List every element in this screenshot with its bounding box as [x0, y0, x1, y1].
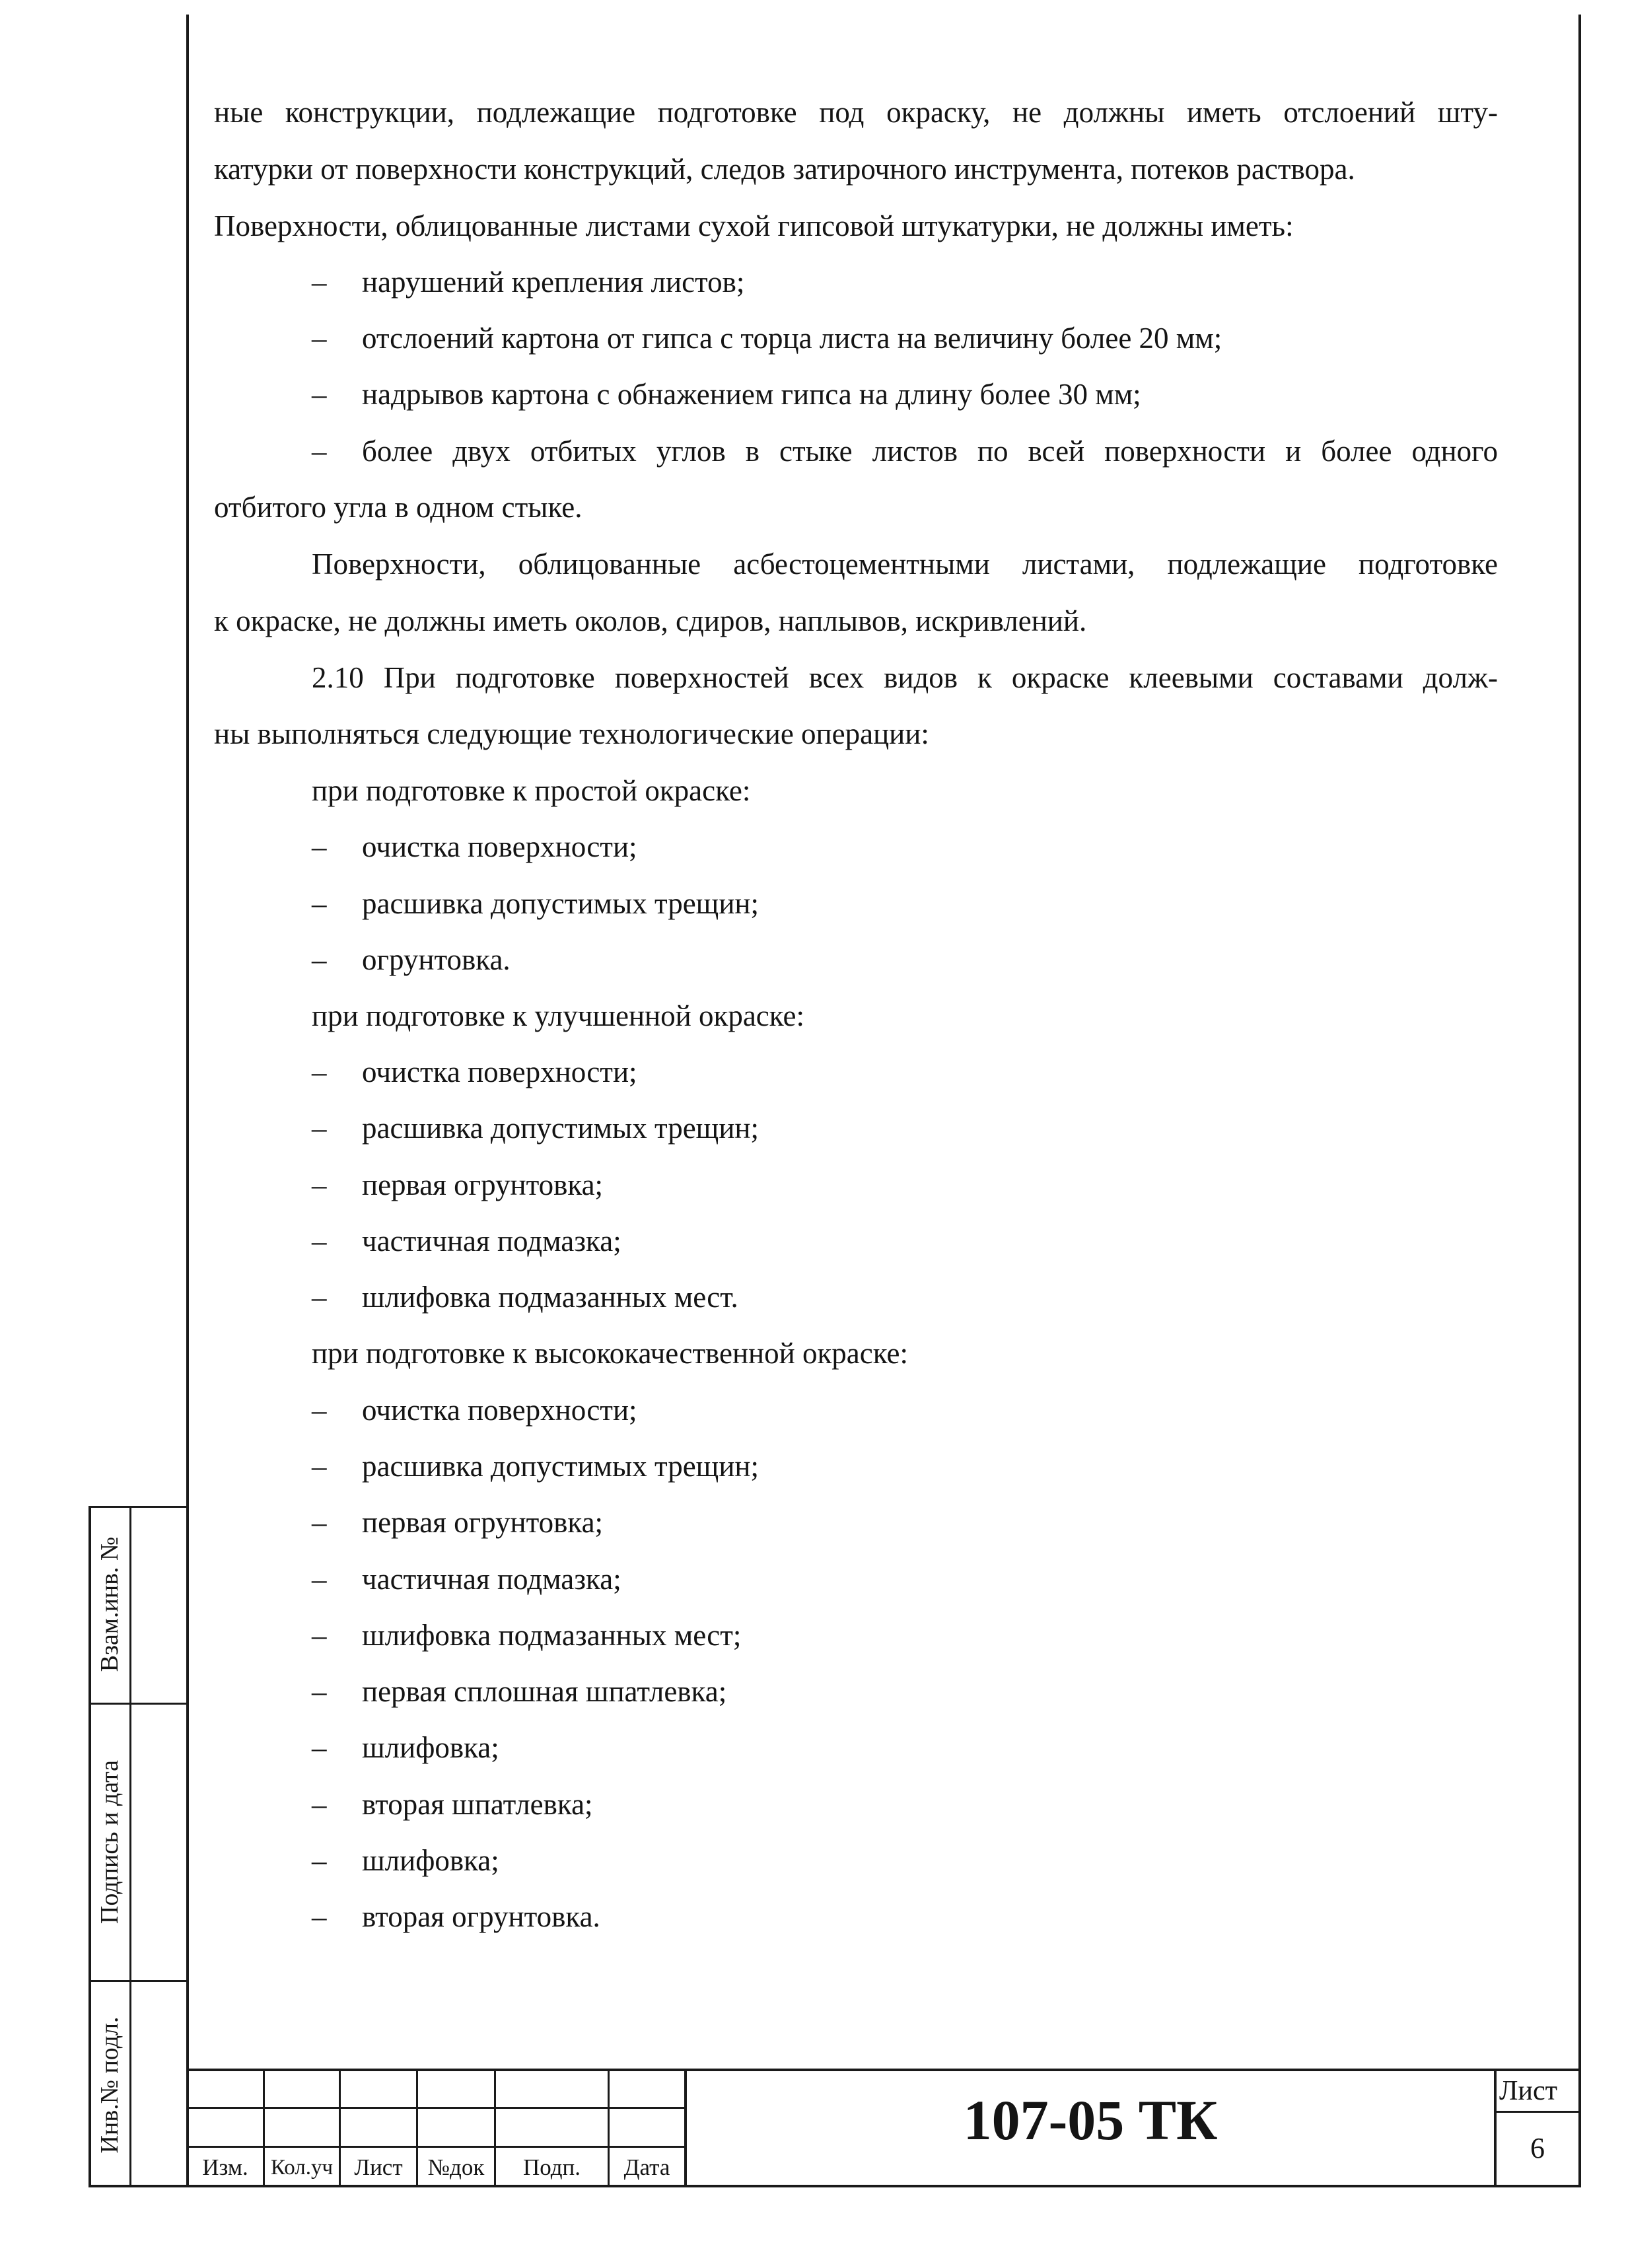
column-label-date: Дата: [623, 2154, 670, 2180]
section-heading: при подготовке к улучшенной окраске:: [312, 999, 804, 1032]
column-label-sheet: Лист: [354, 2154, 403, 2180]
dash-bullet: –: [312, 266, 327, 299]
section-heading: при подготовке к простой окраске:: [312, 774, 751, 807]
paragraph-line: к окраске, не должны иметь околов, сдиров, наплывов, искривлений.: [214, 604, 1087, 637]
dash-bullet: –: [312, 378, 327, 411]
dash-bullet: –: [312, 1224, 327, 1258]
document-code: 107-05 ТК: [963, 2088, 1218, 2152]
column-label-doc-number: №док: [427, 2154, 485, 2180]
paragraph-line: ны выполняться следующие технологические операции:: [214, 717, 929, 750]
dash-bullet: –: [312, 1450, 327, 1483]
dash-bullet: –: [312, 1675, 327, 1708]
section-heading: при подготовке к высококачественной окраске:: [312, 1337, 908, 1370]
dash-bullet: –: [312, 435, 327, 468]
column-label-change: Изм.: [202, 2154, 248, 2180]
dash-bullet: –: [312, 830, 327, 863]
paragraph-line: Поверхности, облицованные асбестоцементными листами, подлежащие подготовке: [312, 548, 1498, 581]
signature-date-label: Подпись и дата: [96, 1759, 124, 1925]
column-label-quantity: Кол.уч: [270, 2156, 334, 2179]
paragraph-line: 2.10 При подготовке поверхностей всех видов к окраске клеевыми составами долж-: [312, 661, 1498, 694]
dash-bullet: –: [312, 1844, 327, 1877]
dash-bullet: –: [312, 1788, 327, 1821]
dash-bullet: –: [312, 1619, 327, 1652]
frame-bottom-border: [88, 2185, 1581, 2187]
dash-bullet: –: [312, 1281, 327, 1314]
paragraph-line: катурки от поверхности конструкций, следов затирочного инструмента, потеков раствора.: [214, 153, 1355, 186]
dash-bullet: –: [312, 1731, 327, 1764]
dash-bullet: –: [312, 322, 327, 355]
paragraph-line: ные конструкции, подлежащие подготовке под окраску, не должны иметь отслоений шту-: [214, 96, 1498, 129]
dash-bullet: –: [312, 1112, 327, 1145]
dash-bullet: –: [312, 887, 327, 920]
sheet-number: 6: [1530, 2132, 1545, 2164]
dash-bullet: –: [312, 1506, 327, 1539]
dash-bullet: –: [312, 1900, 327, 1933]
frame-right-border: [1578, 15, 1581, 2187]
replace-inventory-label: Взам.инв. №: [96, 1536, 124, 1672]
sheet-label: Лист: [1499, 2076, 1557, 2106]
dash-bullet: –: [312, 943, 327, 976]
paragraph-line: отбитого угла в одном стыке.: [214, 491, 583, 524]
dash-bullet: –: [312, 1168, 327, 1201]
dash-bullet: –: [312, 1563, 327, 1596]
dash-bullet: –: [312, 1055, 327, 1088]
column-label-signature: Подп.: [522, 2154, 581, 2180]
original-inventory-label: Инв.№ подл.: [96, 2016, 124, 2154]
paragraph-line: Поверхности, облицованные листами сухой гипсовой штукатурки, не должны иметь:: [214, 209, 1294, 242]
dash-bullet: –: [312, 1394, 327, 1427]
frame-left-border: [186, 15, 189, 2187]
